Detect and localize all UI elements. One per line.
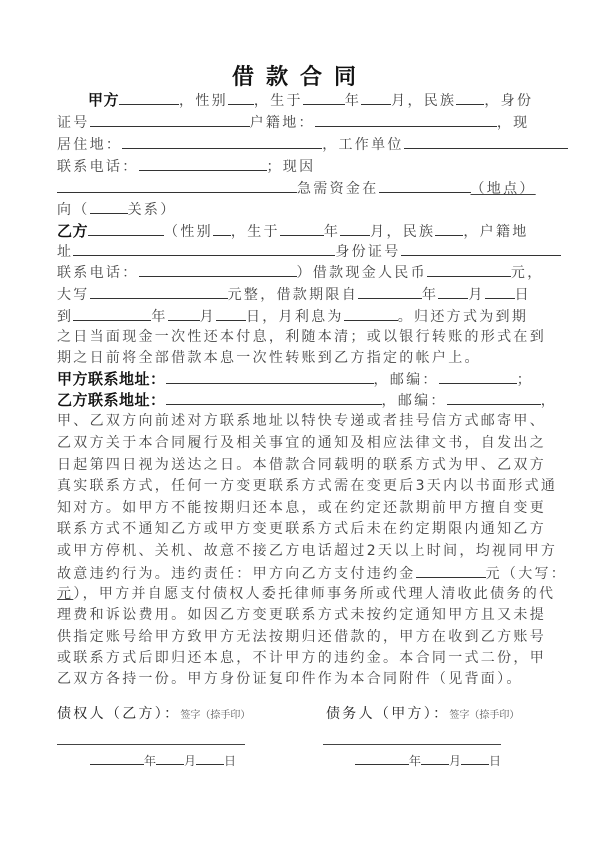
label: ），甲方并自愿支付债权人委托律师事务所或代理人清收此债务的代 xyxy=(73,586,556,602)
label: ，邮编： xyxy=(381,393,447,409)
paragraph-line: 知对方。如甲方不能按期归还本息，或在约定还款期前甲方擅自变更 xyxy=(57,500,546,516)
creditor-date xyxy=(90,752,236,769)
loan-amount-blank[interactable] xyxy=(427,262,511,277)
label: 月，民族 xyxy=(391,93,457,109)
party-b-birth-month-blank[interactable] xyxy=(340,221,370,236)
label: 身份证号 xyxy=(335,244,401,260)
label: 月，民族 xyxy=(370,224,436,240)
label: 户籍地： xyxy=(249,115,315,131)
label: 址 xyxy=(57,244,74,260)
party-b-address-blank[interactable] xyxy=(166,390,382,405)
label: 月 xyxy=(449,754,462,768)
label: 居住地： xyxy=(57,137,123,153)
party-a-contact-line xyxy=(57,369,533,390)
month-blank[interactable] xyxy=(156,752,184,765)
party-a-residence-line xyxy=(57,134,568,155)
reason-blank[interactable] xyxy=(57,178,297,193)
repayment-text: 之日当面现金一次性还本付息，利随本清；或以银行转账的形式在到 xyxy=(57,329,546,345)
party-a-residence-blank[interactable] xyxy=(122,134,322,149)
interest-blank[interactable] xyxy=(344,306,398,321)
party-a-ethnicity-blank[interactable] xyxy=(456,90,484,105)
label: 。归还方式为到期 xyxy=(397,309,529,325)
loan-term-line xyxy=(57,306,528,327)
label: ； xyxy=(516,372,534,388)
creditor-signature-label xyxy=(57,704,250,726)
label: 债权人（乙方）： xyxy=(57,706,181,722)
party-a-employer-blank[interactable] xyxy=(404,134,568,149)
party-a-birth-month-blank[interactable] xyxy=(361,90,391,105)
party-b-line xyxy=(57,221,529,242)
label: ，性别 xyxy=(179,93,228,109)
party-b-name-blank[interactable] xyxy=(88,221,164,236)
debtor-signature-line[interactable] xyxy=(323,744,501,745)
label: 证号 xyxy=(57,115,90,131)
start-month-blank[interactable] xyxy=(438,284,468,299)
end-year-blank[interactable] xyxy=(73,306,151,321)
label: （地点） xyxy=(470,181,536,197)
label: ，工作单位 xyxy=(322,137,404,153)
relation-blank[interactable] xyxy=(90,199,128,214)
label: 日 xyxy=(224,754,237,768)
party-a-birth-year-blank[interactable] xyxy=(303,90,345,105)
label: 大写 xyxy=(57,287,90,303)
party-b-phone-blank[interactable] xyxy=(139,262,297,277)
label: 年 xyxy=(409,754,422,768)
repayment-text: 期之日前将全部借款本息一次性转账到乙方指定的帐户上。 xyxy=(57,350,481,366)
label: 急需资金在 xyxy=(297,181,379,197)
label: 元， xyxy=(510,265,544,281)
day-blank[interactable] xyxy=(196,752,224,765)
relation-line xyxy=(57,199,177,220)
party-a-id-line xyxy=(57,112,529,133)
paragraph-line: 甲、乙双方向前述对方联系地址以特快专递或者挂号信方式邮寄甲、 xyxy=(57,413,546,429)
location-blank[interactable] xyxy=(379,178,471,193)
paragraph-line: 真实联系方式，任何一方变更联系方式需在变更后3天内以书面形式通 xyxy=(57,478,558,494)
amount-capital-blank[interactable] xyxy=(90,284,228,299)
label: 年 xyxy=(144,754,157,768)
creditor-signature-line[interactable] xyxy=(57,744,245,745)
label: 日 xyxy=(489,754,502,768)
party-b-gender-blank[interactable] xyxy=(213,221,231,236)
paragraph-line: 或甲方停机、关机、故意不接乙方电话超过2天以上时间，均视同甲方 xyxy=(57,543,558,559)
label: （性别 xyxy=(164,224,213,240)
year-blank[interactable] xyxy=(355,752,409,765)
party-b-contact-line xyxy=(57,390,557,411)
party-a-phone-line xyxy=(57,156,315,177)
debtor-date xyxy=(355,752,501,769)
label: 签字（捺手印） xyxy=(180,710,251,721)
start-day-blank[interactable] xyxy=(485,284,515,299)
party-a-postcode-blank[interactable] xyxy=(439,369,517,384)
label: 到 xyxy=(57,309,74,325)
debtor-signature-label xyxy=(326,704,519,726)
label: 月 xyxy=(468,287,485,303)
paragraph-line: 日起第四日视为送达之日。本借款合同载明的联系方式为甲、乙双方 xyxy=(57,457,546,473)
party-b-address-line xyxy=(57,241,561,262)
start-year-blank[interactable] xyxy=(358,284,422,299)
party-a-household-blank[interactable] xyxy=(315,112,497,127)
paragraph-line: 或联系方式后即归还本息，不计甲方的违约金。本合同一式二份，甲 xyxy=(57,650,546,666)
label: 甲方联系地址： xyxy=(57,370,166,388)
month-blank[interactable] xyxy=(421,752,449,765)
label: 债务人（甲方）： xyxy=(326,706,450,722)
label: 元整，借款期限自 xyxy=(227,287,359,303)
label: ，邮编： xyxy=(373,372,439,388)
party-a-line xyxy=(88,90,533,111)
paragraph-line: 联系方式不通知乙方或甲方变更联系方式后未在约定期限内通知乙方 xyxy=(57,521,546,537)
label: 年 xyxy=(323,224,341,240)
label: 日，月利息为 xyxy=(245,309,344,325)
label: 年 xyxy=(344,93,362,109)
label: 日 xyxy=(514,287,531,303)
label: 联系电话： xyxy=(57,265,139,281)
label: ；现因 xyxy=(266,159,316,175)
label: ，户籍地 xyxy=(463,224,529,240)
label: 向（ xyxy=(57,202,90,218)
label: ）借款现金人民币 xyxy=(296,265,427,281)
label: 关系） xyxy=(127,202,177,218)
end-day-blank[interactable] xyxy=(216,306,246,321)
paragraph-line: 乙双方各持一份。甲方身份证复印件作为本合同附件（见背面）。 xyxy=(57,671,523,687)
label: 签字（捺手印） xyxy=(449,710,520,721)
party-a-label: 甲方 xyxy=(88,91,120,109)
label: 故意违约行为。违约责任：甲方向乙方支付违约金 xyxy=(57,566,416,582)
party-b-id-blank[interactable] xyxy=(401,241,561,256)
label: 年 xyxy=(151,309,168,325)
party-a-id-blank[interactable] xyxy=(90,112,250,127)
label: 年 xyxy=(422,287,439,303)
label: ，现 xyxy=(496,115,530,131)
year-blank[interactable] xyxy=(90,752,144,765)
label: 乙方联系地址： xyxy=(57,391,166,409)
party-b-ethnicity-blank[interactable] xyxy=(435,221,463,236)
label: ，生于 xyxy=(230,224,280,240)
party-a-name-blank[interactable] xyxy=(119,90,179,105)
label: 联系电话： xyxy=(57,159,139,175)
party-b-household-blank[interactable] xyxy=(73,241,335,256)
label: 月 xyxy=(184,754,197,768)
penalty-capital-unit: 元 xyxy=(57,586,74,602)
party-a-gender-blank[interactable] xyxy=(228,90,254,105)
loan-capital-line xyxy=(57,284,531,305)
paragraph-line: 乙双方关于本合同履行及相关事宜的通知及相应法律文书，自发出之 xyxy=(57,435,546,451)
penalty-line xyxy=(57,563,567,584)
loan-amount-line xyxy=(57,262,544,283)
end-month-blank[interactable] xyxy=(168,306,200,321)
label: ，身份 xyxy=(484,93,534,109)
label: ，生于 xyxy=(253,93,303,109)
party-b-label: 乙方 xyxy=(57,222,89,240)
label: 月 xyxy=(199,309,216,325)
day-blank[interactable] xyxy=(461,752,489,765)
party-a-phone-blank[interactable] xyxy=(139,156,267,171)
label: 元（大写： xyxy=(485,566,568,582)
paragraph-line: 供指定账号给甲方致甲方无法按期归还借款的，甲方在收到乙方账号 xyxy=(57,629,546,645)
paragraph-line: 理费和诉讼费用。如因乙方变更联系方式未按约定通知甲方且又未提 xyxy=(57,607,546,623)
page-title: 借款合同 xyxy=(231,65,368,90)
party-b-postcode-blank[interactable] xyxy=(447,390,541,405)
penalty-amount-blank[interactable] xyxy=(416,563,486,578)
party-a-address-blank[interactable] xyxy=(166,369,374,384)
reason-line xyxy=(57,178,536,199)
paragraph-line xyxy=(57,584,555,604)
party-b-birth-year-blank[interactable] xyxy=(280,221,324,236)
label: ， xyxy=(540,393,558,409)
